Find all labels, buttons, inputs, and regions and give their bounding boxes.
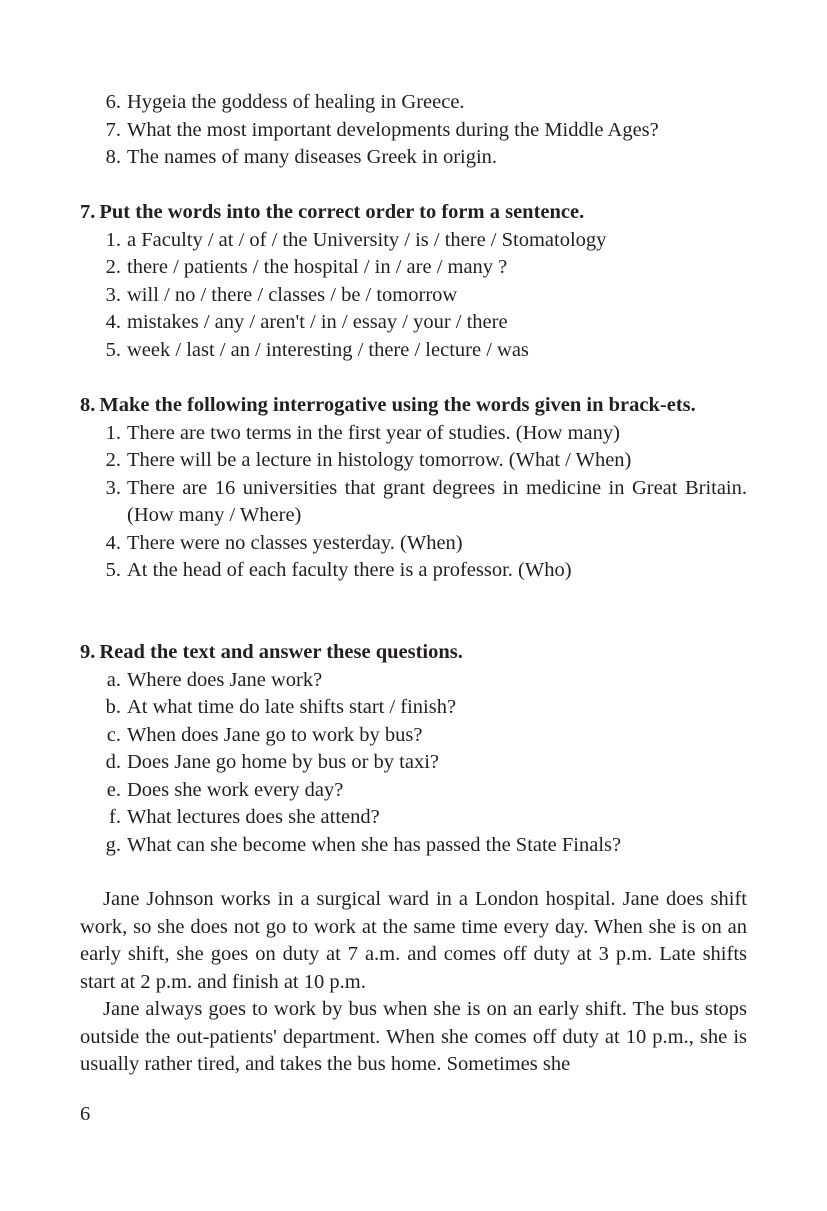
- list-item: [80, 804, 747, 832]
- item-number: 5.: [105, 559, 121, 581]
- item-text: There are two terms in the first year of studies. (How many): [127, 421, 620, 444]
- list-item: [80, 309, 747, 337]
- item-letter: f.: [109, 806, 121, 828]
- item-text: Does Jane go home by bus or by taxi?: [127, 751, 439, 773]
- item-text: Where does Jane work?: [127, 668, 323, 691]
- item-number: 7.: [105, 118, 121, 141]
- exercise-7-heading: 7. Put the words into the correct order to form a sentence.: [80, 201, 585, 223]
- exercise-9-heading: 9. Read the text and answer these questions.: [80, 641, 463, 663]
- list-item: [80, 722, 747, 750]
- list-item: [80, 832, 747, 860]
- item-number: 4.: [105, 531, 121, 554]
- item-number: 3.: [105, 476, 121, 499]
- item-letter: e.: [106, 778, 121, 801]
- item-number: 5.: [105, 338, 121, 361]
- item-number: 4.: [105, 311, 121, 333]
- item-text: Hygeia the goddess of healing in Greece.: [127, 91, 465, 113]
- item-text: There will be a lecture in histology tomorrow. (What / When): [127, 449, 632, 471]
- item-text: What the most important developments during the Middle Ages?: [127, 118, 659, 141]
- item-text: Does she work every day?: [127, 778, 344, 801]
- exercise-8: [80, 392, 747, 585]
- item-number: 1.: [105, 228, 121, 251]
- item-text: There are 16 universities that grant degrees in medicine in Great Britain. (How many / Where): [127, 476, 747, 526]
- list-item: [80, 282, 747, 310]
- reading-text: [80, 886, 747, 1079]
- item-text: There were no classes yesterday. (When): [127, 531, 463, 554]
- list-item: [80, 749, 747, 777]
- list-item: [80, 337, 747, 365]
- list-item: [80, 447, 747, 475]
- list-item: [80, 557, 747, 585]
- text-paragraph: Jane always goes to work by bus when she is on an early shift. The bus stops outside the out-patients' department. When she comes off duty at 10 p.m., she is usually rather tired, and takes the bus home. Sometimes she: [80, 998, 747, 1075]
- list-item: [80, 667, 747, 695]
- item-number: 2.: [105, 256, 121, 278]
- list-item: [80, 117, 747, 145]
- item-text: At what time do late shifts start / finish?: [127, 696, 457, 718]
- exercise-8-heading: 8. Make the following interrogative using the words given in brack-ets.: [80, 394, 696, 416]
- list-item: [80, 227, 747, 255]
- item-text: week / last / an / interesting / there / lecture / was: [127, 338, 529, 361]
- item-number: 1.: [105, 421, 121, 444]
- item-number: 2.: [105, 449, 121, 471]
- item-text: there / patients / the hospital / in / are / many ?: [127, 256, 508, 278]
- list-item: [80, 530, 747, 558]
- item-text: The names of many diseases Greek in origin.: [127, 146, 498, 168]
- list-item: [80, 475, 747, 530]
- list-item: [80, 694, 747, 722]
- text-paragraph: Jane Johnson works in a surgical ward in a London hospital. Jane does shift work, so she does not go to work at the same time every day. When she is on an early shift, she goes on duty at 7 a.m. and comes off duty at 3 p.m. Late shifts start at 2 p.m. and finish at 10 p.m.: [80, 888, 747, 993]
- list-item: [80, 144, 747, 172]
- list-item: [80, 777, 747, 805]
- exercise-7: [80, 199, 747, 364]
- list-item: [80, 420, 747, 448]
- item-number: 6.: [105, 91, 121, 113]
- item-text: will / no / there / classes / be / tomorrow: [127, 283, 458, 306]
- item-number: 3.: [105, 283, 121, 306]
- item-letter: c.: [106, 723, 121, 746]
- item-text: mistakes / any / aren't / in / essay / your / there: [127, 311, 508, 333]
- item-number: 8.: [105, 146, 121, 168]
- item-letter: a.: [106, 668, 121, 691]
- item-letter: d.: [105, 751, 121, 773]
- list-item: [80, 254, 747, 282]
- item-text: What lectures does she attend?: [127, 806, 380, 828]
- item-text: When does Jane go to work by bus?: [127, 723, 423, 746]
- list-item: [80, 89, 747, 117]
- previous-exercise-items: [80, 89, 747, 172]
- page-number: 6: [80, 1103, 91, 1125]
- item-letter: b.: [105, 696, 121, 718]
- item-text: a Faculty / at / of / the University / is / there / Stomatology: [127, 228, 607, 251]
- exercise-9: [80, 639, 747, 859]
- item-text: What can she become when she has passed the State Finals?: [127, 833, 622, 856]
- item-text: At the head of each faculty there is a professor. (Who): [127, 559, 572, 581]
- item-letter: g.: [105, 833, 121, 856]
